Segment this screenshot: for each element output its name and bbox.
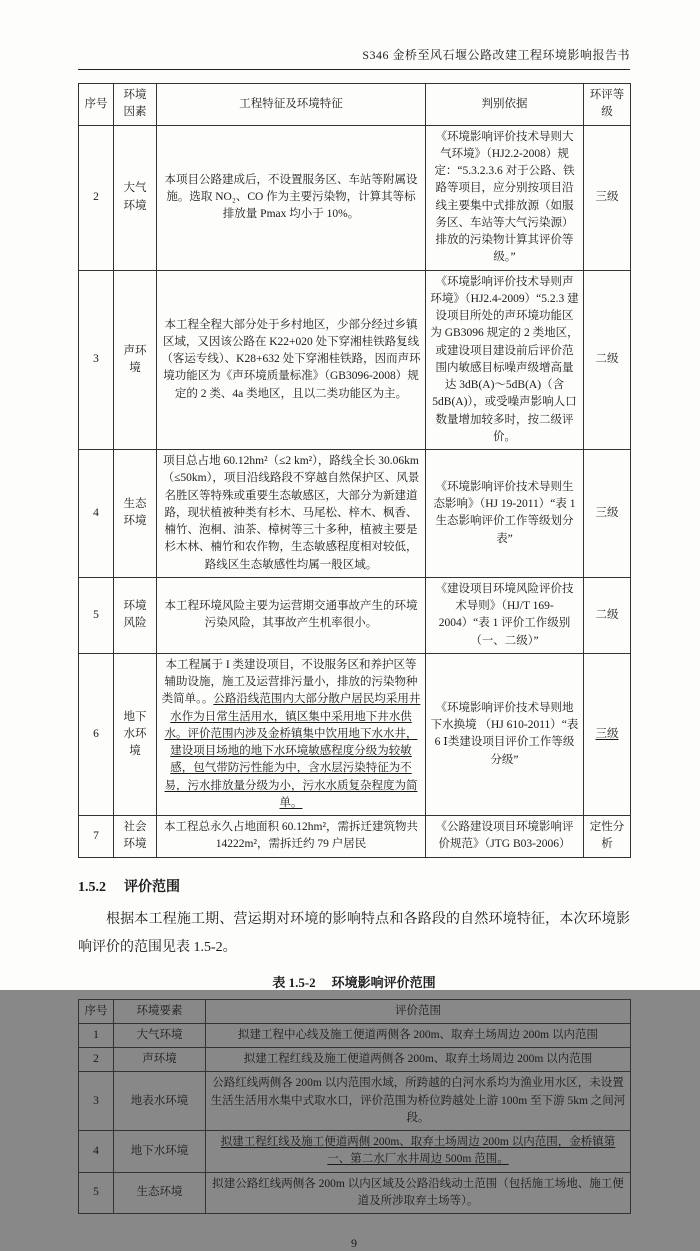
cell-factor: 环境风险 [114,577,157,653]
cell-basis: 《建设项目环境风险评价技术导则》（HJ/T 169-2004）“表 1 评价工作级别（一、二级）” [426,577,584,653]
cell-no: 6 [79,653,114,815]
table-row [79,653,631,815]
table-caption [78,972,630,991]
col-header-no: 序号 [79,999,114,1023]
cell-range [206,1131,631,1173]
eia-grade-table [78,83,631,858]
col-header-range: 评价范围 [206,999,631,1023]
col-header-no: 序号 [79,84,114,126]
cell-basis: 《公路建设项目环境影响评价规范》（JTG B03-2006） [426,816,584,858]
table-row [79,577,631,653]
table-header-row [79,999,631,1023]
cell-factor: 声环境 [114,270,157,450]
cell-no: 7 [79,816,114,858]
cell-basis: 《环境影响评价技术导则大气环境》（HJ2.2-2008）规定：“5.3.2.3.6 对于公路、铁路等项目，应分别按项目沿线主要集中式排放源（如服务区、车站等大气污染源）排放的污染物计算其评价等级。” [426,125,584,270]
caption-title: 环境影响评价范围 [331,974,436,990]
col-header-factor: 环境因素 [114,84,157,126]
body-paragraph: 根据本工程施工期、营运期对环境的影响特点和各路段的自然环境特征，本次环境影响评价的范围见表 1.5-2。 [78,911,630,955]
cell-range: 拟建工程中心线及施工便道两侧各 200m、取弃土场周边 200m 以内范围 [206,1023,631,1047]
cell-range: 拟建工程红线及施工便道两侧各 200m、取弃土场周边 200m 以内范围 [206,1048,631,1072]
cell-factor: 地下水环境 [114,653,157,815]
cell-grade: 三级 [584,125,631,270]
cell-grade: 三级 [584,450,631,578]
grade-underlined-text: 三级 [595,727,619,740]
cell-grade: 二级 [584,577,631,653]
cell-feature [157,653,426,815]
col-header-basis: 判别依据 [426,84,584,126]
section-heading [78,876,630,896]
cell-basis: 《环境影响评价技术导则声环境》（HJ2.4-2009）“5.2.3 建设项目所处的声环境功能区为 GB3096 规定的 2 类地区，或建设项目建设前后评价范围内敏感目标噪声级增高量达 3dB(A)～5dB(A)（含 5dB(A)），或受噪声影响人口数量增加较多时，按二级评价。 [426,270,584,450]
cell-no: 5 [79,1172,114,1214]
table-row [79,1131,631,1173]
col-header-grade: 环评等级 [584,84,631,126]
cell-range: 公路红线两侧各 200m 以内范围水域，所跨越的白河水系均为渔业用水区，未设置生活生活用水集中式取水口，评价范围为桥位跨越处上游 100m 至下游 5km 之间河段。 [206,1072,631,1131]
table-row [79,1048,631,1072]
table-row [79,125,631,270]
table-row [79,816,631,858]
feature-text: 本工程属于 I 类建设项目，不设服务区和养护区等辅助设施，施工及运营排污量小，排放的污染物种类简单。。 [161,658,418,706]
table-row [79,1023,631,1047]
section-title: 评价范围 [124,879,180,895]
range-underlined-text: 拟建工程红线及施工便道两侧 200m、取弃土场周边 200m 以内范围，金桥镇第一、第二水厂水井周边 500m 范围。 [220,1136,616,1166]
feature-underlined-text: 公路沿线范围内大部分散户居民均采用井水作为日常生活用水，镇区集中采用地下井水供水。评价范围内涉及金桥镇集中饮用地下水水井，建设项目场地的地下水环境敏感程度分级为较敏感，包气带防污性能为中，含水层污染特征为不易，污水排放量分级为小，污水水质复杂程度为简单。 [164,693,421,809]
cell-grade [584,653,631,815]
table-row [79,1072,631,1131]
col-header-feature: 工程特征及环境特征 [157,84,426,126]
cell-factor: 生态环境 [114,450,157,578]
cell-no: 3 [79,1072,114,1131]
cell-no: 3 [79,270,114,450]
cell-no: 4 [79,450,114,578]
cell-feature: 本项目公路建成后，不设置服务区、车站等附属设施。选取 NO₂、CO 作为主要污染物，计算其等标排放量 Pmax 均小于 10%。 [157,125,426,270]
cell-factor: 社会环境 [114,816,157,858]
cell-factor: 声环境 [114,1048,206,1072]
cell-grade: 二级 [584,270,631,450]
cell-basis: 《环境影响评价技术导则生态影响》（HJ 19-2011）“表 1 生态影响评价工作等级划分表” [426,450,584,578]
table-row [79,1172,631,1214]
eia-scope-table [78,999,631,1215]
cell-no: 4 [79,1131,114,1173]
cell-factor: 大气环境 [114,125,157,270]
cell-basis: 《环境影响评价技术导则地下水换境 （HJ 610-2011）“表 6 Ⅰ类建设项目评价工作等级分级” [426,653,584,815]
col-header-factor: 环境要素 [114,999,206,1023]
cell-no: 2 [79,125,114,270]
cell-no: 1 [79,1023,114,1047]
cell-feature: 本工程总永久占地面积 60.12hm²，需拆迁建筑物共 14222m²，需拆迁约 79 户居民 [157,816,426,858]
table-header-row [79,84,631,126]
section-number: 1.5.2 [78,879,106,895]
cell-grade: 定性分析 [584,816,631,858]
page-number: 9 [351,1236,357,1250]
cell-feature: 本工程环境风险主要为运营期交通事故产生的环境污染风险，其事故产生机率很小。 [157,577,426,653]
cell-no: 5 [79,577,114,653]
cell-range: 拟建公路红线两侧各 200m 以内区域及公路沿线动土范围（包括施工场地、施工便道及所涉取弃土场等）。 [206,1172,631,1214]
cell-factor: 地表水环境 [114,1072,206,1131]
cell-factor: 生态环境 [114,1172,206,1214]
caption-number: 表 1.5-2 [272,974,316,990]
cell-factor: 大气环境 [114,1023,206,1047]
table-row [79,270,631,450]
cell-factor: 地下水环境 [114,1131,206,1173]
table-row [79,450,631,578]
cell-feature: 本工程全程大部分处于乡村地区，少部分经过乡镇区域，又因该公路在 K22+020 处下穿湘桂铁路复线（客运专线）、K28+632 处下穿湘桂铁路，因而声环境功能区为《声环境质量标准》（GB3096-2008）规定的 2 类、4a 类地区，且以二类功能区为主。 [157,270,426,450]
report-title: S346 金桥至风石堰公路改建工程环境影响报告书 [362,48,630,62]
cell-feature: 项目总占地 60.12hm²（≤2 km²），路线全长 30.06km（≤50km），项目沿线路段不穿越自然保护区、风景名胜区等特殊或重要生态敏感区，大部分为新建道路，现状植被种类有杉木、马尾松、梓木、枫香、楠竹、泡桐、油茶、樟树等三十多种，植被主要是杉木林、楠竹和农作物，生态敏感程度相对较低，路线区生态敏感性均属一般区域。 [157,450,426,578]
page-header [78,46,630,70]
cell-no: 2 [79,1048,114,1072]
